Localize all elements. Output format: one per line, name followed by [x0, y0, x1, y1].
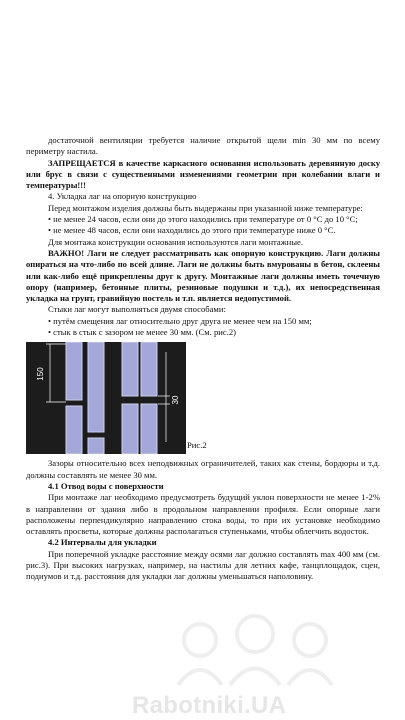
paragraph: достаточной вентиляции требуется наличие открытой щели min 30 мм по всему периметру настила. — [26, 135, 380, 157]
lag-right-b-bottom — [141, 404, 157, 454]
paragraph: Для монтажа конструкции основания используются лаги монтажные. — [48, 236, 304, 247]
dimension-30-label: 30 — [171, 395, 180, 405]
lag-center-bottom — [88, 438, 104, 454]
paragraph: При поперечной укладке расстояние между осями лаг должно составлять max 400 мм (см. рис.3). При высоких нагрузках, например, на настилы для летних кафе, танцплощадок, сцен, подиумов и т.д. расстояния для укладки лаг должны уменьшаться наполовину. — [26, 548, 380, 582]
dimension-150-label: 150 — [36, 367, 45, 382]
list-item: • не менее 24 часов, если они до этого находились при температуре от 0 °С до 10 °С; — [48, 214, 358, 225]
paragraph: Стыки лаг могут выполняться двумя способами: — [48, 304, 226, 315]
section-heading: 4. Укладка лаг на опорную конструкцию — [48, 191, 197, 202]
section-heading: 4.2 Интервалы для укладки — [48, 537, 157, 548]
watermark-text: Rabotniki.UA — [132, 692, 287, 719]
lag-right-a-top — [122, 342, 138, 396]
important-paragraph: ВАЖНО! Лаги не следует рассматривать как опорную конструкцию. Лаги должны опираться на что-либо по всей длине. Лаги не должны быть вмурованы в бетон, склеены или как-либо ещё прикреплены друг к другу. Монтажные лаги должны иметь точечную опору (например, бетонные плиты, резиновые подушки и т.д.), их непосредственная укладка на грунт, гравийную постель и т.п. является недопустимой. — [26, 247, 380, 304]
lag-left-top — [66, 342, 82, 400]
lag-left-bottom — [66, 406, 82, 454]
lag-right-b-top — [141, 342, 157, 396]
lag-center-top — [88, 342, 104, 432]
warning-paragraph — [26, 158, 380, 192]
document-body — [26, 135, 380, 583]
warning-text: в качестве каркасного основания использовать деревянную доску или брус в связи с существенными изменениями геометрии при колебании влаги и температуры!!! — [26, 157, 380, 191]
list-item: • стык в стык с зазором не менее 30 мм. (См. рис.2) — [48, 327, 236, 338]
paragraph: Перед монтажом изделия должны быть выдержаны при указанной ниже температуре: — [48, 202, 363, 213]
lag-joint-diagram — [26, 342, 186, 454]
figure-caption: Рис.2 — [187, 440, 207, 451]
list-item: • путём смещения лаг относительно друг друга не менее чем на 150 мм; — [48, 315, 312, 326]
section-heading: 4.1 Отвод воды с поверхности — [48, 480, 164, 491]
warning-keyword: ЗАПРЕЩАЕТСЯ — [48, 157, 116, 168]
figure-2 — [26, 342, 380, 454]
lag-right-a-bottom — [122, 404, 138, 454]
paragraph: Зазоры относительно всех неподвижных ограничителей, таких как стены, бордюры и т.д. должны составлять не менее 30 мм. — [26, 458, 380, 480]
paragraph: При монтаже лаг необходимо предусмотреть будущий уклон поверхности не менее 1-2% в направлении от здания либо в продольном направлении профиля. Если опорные лаги расположены перпендикулярно направлению стока воды, то при их установке необходимо оставлять просветы, которые должны располагаться ступеньками, чтобы облегчить водосток. — [26, 492, 380, 537]
list-item: • не менее 48 часов, если они находились до этого при температуре ниже 0 °С. — [48, 225, 336, 236]
